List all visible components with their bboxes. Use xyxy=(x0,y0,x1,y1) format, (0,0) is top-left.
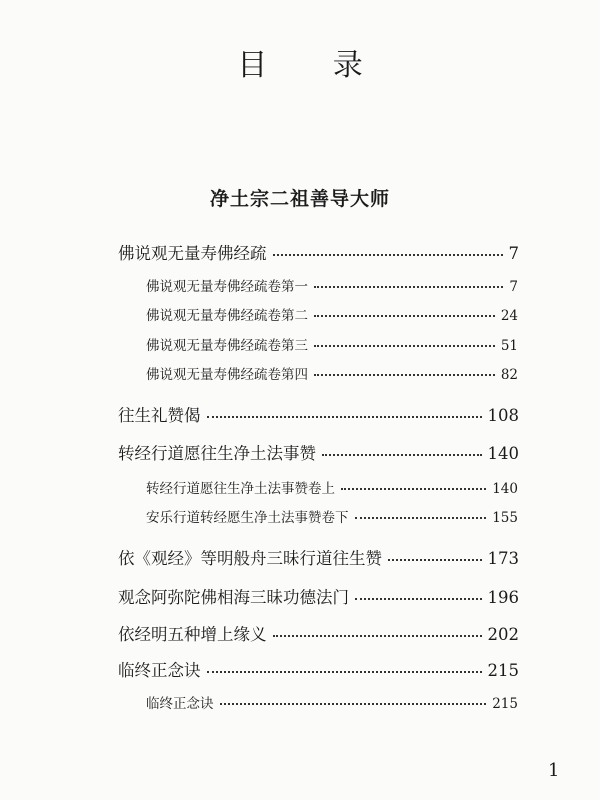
toc-entry-page: 215 xyxy=(487,661,519,680)
toc-entry-label: 临终正念诀 xyxy=(146,696,214,712)
dot-leader xyxy=(220,703,487,705)
dot-leader xyxy=(322,454,482,456)
toc-entry-label: 佛说观无量寿佛经疏卷第二 xyxy=(146,308,308,324)
toc-entry-page: 196 xyxy=(487,588,519,607)
toc-entry-page: 155 xyxy=(492,510,518,526)
dot-leader xyxy=(341,488,486,490)
toc-entry-label: 安乐行道转经愿生净土法事赞卷下 xyxy=(146,510,349,526)
toc-subentry[interactable] xyxy=(146,363,518,383)
toc-entry-label: 依经明五种增上缘义 xyxy=(118,625,267,644)
toc-entry-page: 173 xyxy=(487,549,519,568)
dot-leader xyxy=(207,416,482,418)
toc-entry[interactable] xyxy=(118,657,519,681)
dot-leader xyxy=(388,559,482,561)
toc-entry-page: 215 xyxy=(492,696,518,712)
page-number: 1 xyxy=(548,760,560,781)
toc-entry[interactable] xyxy=(118,402,519,426)
section-title: 净土宗二祖善导大师 xyxy=(209,188,390,210)
toc-entry-page: 24 xyxy=(500,308,518,324)
toc-entry-label: 转经行道愿往生净土法事赞 xyxy=(118,444,316,463)
toc-subentry[interactable] xyxy=(146,334,518,354)
toc-entry-page: 82 xyxy=(500,367,518,383)
dot-leader xyxy=(314,286,503,288)
toc-entry-label: 往生礼赞偈 xyxy=(118,406,201,425)
dot-leader xyxy=(273,254,503,256)
toc-subentry[interactable] xyxy=(146,477,518,497)
toc-entry-label: 转经行道愿往生净土法事赞卷上 xyxy=(146,481,335,497)
toc-entry[interactable] xyxy=(118,621,519,645)
toc-entry-page: 7 xyxy=(509,279,518,295)
toc-subentry[interactable] xyxy=(146,692,518,712)
dot-leader xyxy=(314,345,495,347)
toc-entry-label: 佛说观无量寿佛经疏卷第三 xyxy=(146,338,308,354)
dot-leader xyxy=(355,598,482,600)
toc-entry[interactable] xyxy=(118,545,519,569)
toc-entry-label: 佛说观无量寿佛经疏卷第一 xyxy=(146,279,308,295)
dot-leader xyxy=(355,517,487,519)
toc-entry-label: 依《观经》等明般舟三昧行道往生赞 xyxy=(118,549,382,568)
page-title: 目 录 xyxy=(237,48,391,83)
toc-entry-page: 108 xyxy=(487,406,519,425)
toc-entry-label: 观念阿弥陀佛相海三昧功德法门 xyxy=(118,588,349,607)
toc-entry[interactable] xyxy=(118,440,519,464)
toc-entry-page: 202 xyxy=(487,625,519,644)
toc-subentry[interactable] xyxy=(146,506,518,526)
dot-leader xyxy=(273,635,482,637)
dot-leader xyxy=(207,671,482,673)
toc-entry[interactable] xyxy=(118,584,519,608)
toc-entry-page: 140 xyxy=(492,481,518,497)
dot-leader xyxy=(314,315,495,317)
toc-subentry[interactable] xyxy=(146,304,518,324)
toc-entry-page: 140 xyxy=(487,444,519,463)
toc-entry-page: 7 xyxy=(508,244,519,263)
toc-subentry[interactable] xyxy=(146,275,518,295)
toc-entry-label: 临终正念诀 xyxy=(118,661,201,680)
toc-entry-label: 佛说观无量寿佛经疏 xyxy=(118,244,267,263)
toc-entry[interactable] xyxy=(118,240,519,264)
toc-entry-page: 51 xyxy=(500,338,518,354)
toc-entry-label: 佛说观无量寿佛经疏卷第四 xyxy=(146,367,308,383)
dot-leader xyxy=(314,374,495,376)
